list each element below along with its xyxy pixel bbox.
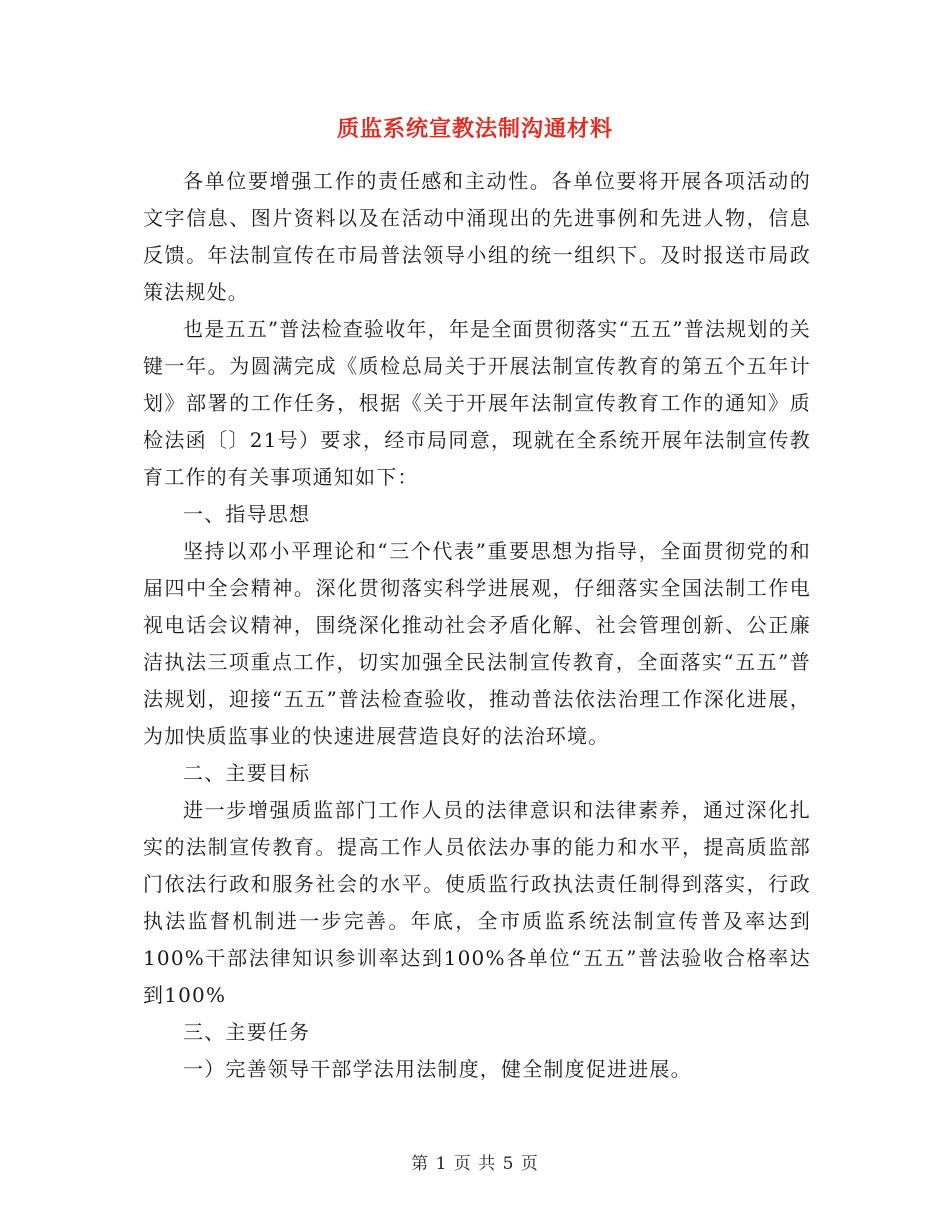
page-number: 第 1 页 共 5 页: [411, 1154, 539, 1174]
paragraph-guiding-ideology: 坚持以邓小平理论和“三个代表”重要思想为指导，全面贯彻党的和届四中全会精神。深化贯彻落实科学进展观，仔细落实全国法制工作电视电话会议精神，围绕深化推动社会矛盾化解、社会管理创新、公正廉洁执法三项重点工作，切实加强全民法制宣传教育，全面落实“五五”普法规划，迎接“五五”普法检查验收，推动普法依法治理工作深化进展，为加快质监事业的快速进展营造良好的法治环境。: [143, 539, 811, 748]
paragraph-notice-intro: 也是五五”普法检查验收年，年是全面贯彻落实“五五”普法规划的关键一年。为圆满完成《质检总局关于开展法制宣传教育的第五个五年计划》部署的工作任务，根据《关于开展年法制宣传教育工作的通知》质检法函〔〕21号）要求，经市局同意，现就在全系统开展年法制宣传教育工作的有关事项通知如下：: [143, 317, 811, 489]
paragraph-reporting: 各单位要增强工作的责任感和主动性。各单位要将开展各项活动的文字信息、图片资料以及在活动中涌现出的先进事例和先进人物，信息反馈。年法制宣传在市局普法领导小组的统一组织下。及时报送市局政策法规处。: [143, 169, 811, 304]
document-title: 质监系统宣教法制沟通材料: [336, 116, 613, 142]
section-heading-main-goals: 二、主要目标: [183, 761, 311, 785]
document-body: [143, 163, 811, 1088]
paragraph-main-goals: 进一步增强质监部门工作人员的法律意识和法律素养，通过深化扎实的法制宣传教育。提高工作人员依法办事的能力和水平，提高质监部门依法行政和服务社会的水平。使质监行政执法责任制得到落实，行政执法监督机制进一步完善。年底，全市质监系统法制宣传普及率达到100%干部法律知识参训率达到100%各单位“五五”普法验收合格率达到100%: [143, 798, 811, 1007]
paragraph-task-one: 一）完善领导干部学法用法制度，健全制度促进进展。: [183, 1057, 692, 1081]
section-heading-guiding-ideology: 一、指导思想: [183, 502, 311, 526]
page-footer: [0, 1152, 950, 1176]
section-heading-main-tasks: 三、主要任务: [183, 1020, 311, 1044]
